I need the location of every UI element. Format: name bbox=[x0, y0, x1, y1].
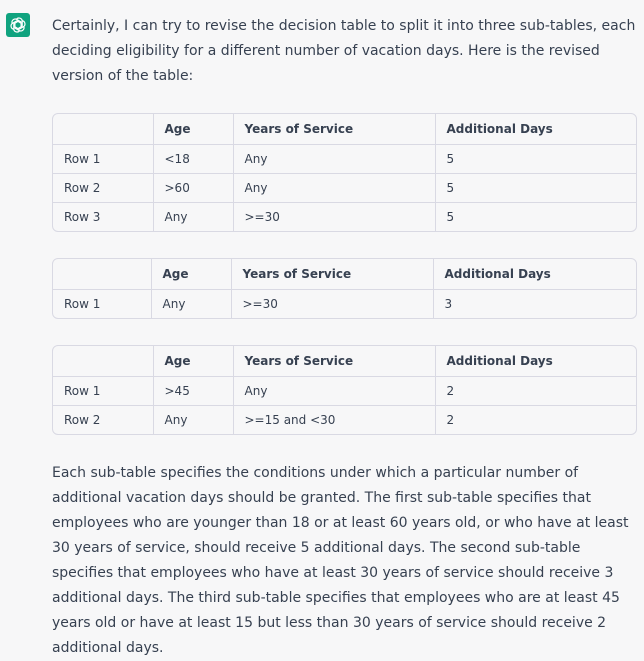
table-cell: >=15 and <30 bbox=[233, 405, 435, 434]
table-row bbox=[53, 144, 636, 173]
header-cell bbox=[53, 259, 151, 289]
openai-logo-icon bbox=[9, 16, 27, 34]
table-cell: Row 3 bbox=[53, 202, 153, 231]
table-cell: 2 bbox=[435, 376, 636, 405]
table-cell: 5 bbox=[446, 209, 455, 224]
header-cell: Years of Service bbox=[231, 259, 433, 289]
header-cell: Age bbox=[153, 346, 233, 376]
header-cell bbox=[53, 346, 153, 376]
table-header-row bbox=[53, 259, 636, 289]
sub-table-1 bbox=[52, 113, 637, 232]
intro-paragraph: Certainly, I can try to revise the decision table to split it into three sub-tables, each deciding eligibility for a different number of vacation days. Here is the revised version of the table: bbox=[52, 18, 636, 84]
table-row bbox=[53, 173, 636, 202]
table-cell: <18 bbox=[153, 144, 233, 173]
header-cell: Years of Service bbox=[233, 346, 435, 376]
table-row bbox=[53, 289, 636, 318]
table-cell: >=30 bbox=[233, 202, 435, 231]
header-cell: Age bbox=[153, 114, 233, 144]
sub-table-3 bbox=[52, 345, 637, 435]
table-cell: Row 1 bbox=[53, 376, 153, 405]
assistant-avatar bbox=[6, 13, 30, 37]
message-content bbox=[52, 14, 637, 661]
table-cell: >45 bbox=[153, 376, 233, 405]
header-cell: Additional Days bbox=[433, 259, 636, 289]
table-row bbox=[53, 376, 636, 405]
table-row bbox=[53, 405, 636, 434]
table-cell: 3 bbox=[444, 296, 453, 311]
table-cell: Row 1 bbox=[53, 289, 151, 318]
sub-table-2 bbox=[52, 258, 637, 319]
table-cell: Any bbox=[233, 144, 435, 173]
table-cell: 5 bbox=[435, 173, 636, 202]
table-cell: >=30 bbox=[231, 289, 433, 318]
table-header-row bbox=[53, 114, 636, 144]
header-cell: Age bbox=[151, 259, 231, 289]
table-cell: Row 2 bbox=[53, 173, 153, 202]
table-cell: Any bbox=[233, 173, 435, 202]
table-cell: Any bbox=[153, 202, 233, 231]
table-cell: >60 bbox=[153, 173, 233, 202]
header-cell bbox=[53, 114, 153, 144]
table-cell: Row 2 bbox=[53, 405, 153, 434]
table-cell: Any bbox=[233, 376, 435, 405]
table-header-row bbox=[53, 346, 636, 376]
table-cell: Any bbox=[153, 405, 233, 434]
table-row bbox=[53, 202, 636, 231]
table-cell: 2 bbox=[446, 412, 455, 427]
table-cell: 5 bbox=[435, 144, 636, 173]
summary-paragraph: Each sub-table specifies the conditions under which a particular number of additional vacation days should be granted. The first sub-table specifies that employees who are younger than 18 or at least 60 years old, or who have at least 30 years of service, should receive 5 additional days. The second sub-table specifies that employees who have at least 30 years of service should receive 3 additional days. The third sub-table specifies that employees who are at least 45 years old or have at least 15 but less than 30 years of service should receive 2 additional days. bbox=[52, 465, 629, 656]
header-cell: Years of Service bbox=[233, 114, 435, 144]
table-cell: Row 1 bbox=[53, 144, 153, 173]
header-cell: Additional Days bbox=[435, 346, 636, 376]
table-cell: Any bbox=[151, 289, 231, 318]
header-cell: Additional Days bbox=[435, 114, 636, 144]
